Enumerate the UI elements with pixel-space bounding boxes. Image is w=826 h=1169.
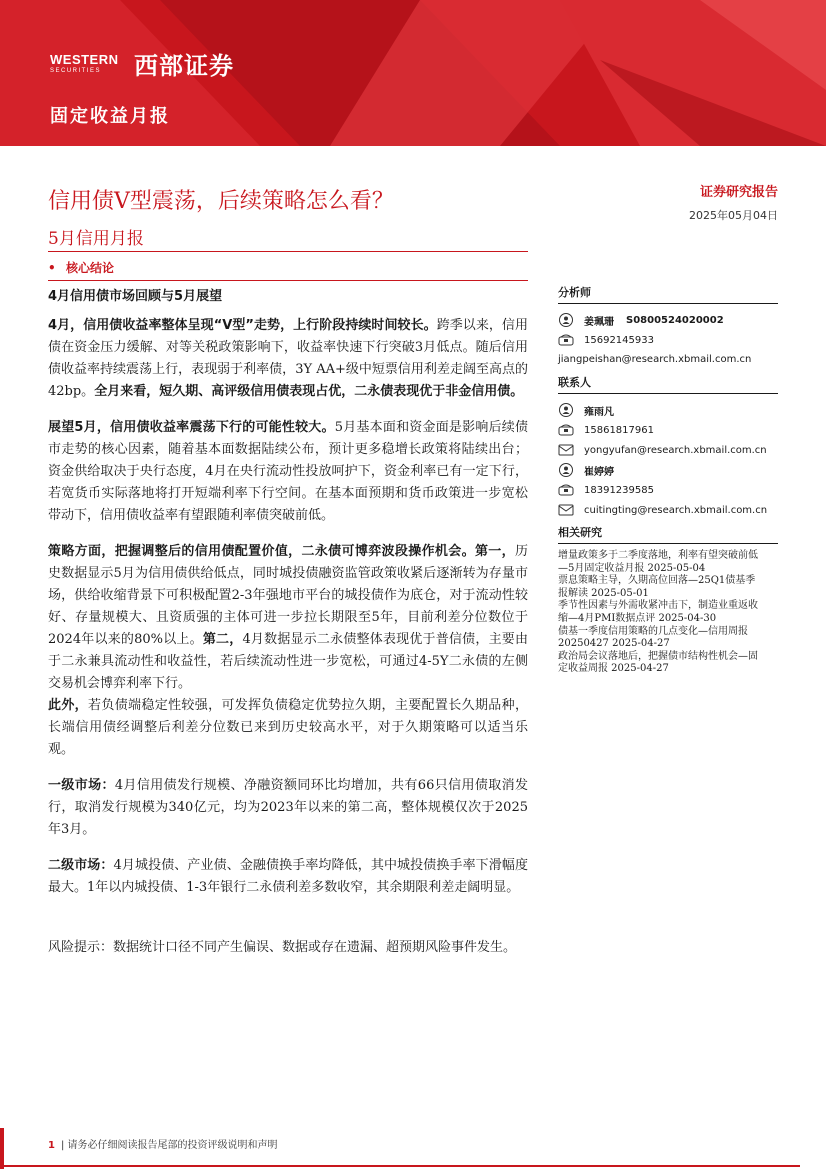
p6-text: 4月城投债、产业债、金融债换手率均降低，其中城投债换手率下滑幅度最大。1年以内城投债、1-3年银行二永债利差多数收窄，其余期限利差走阔明显。 xyxy=(48,858,528,895)
sidebar xyxy=(558,280,778,676)
logo-en-line1: WESTERN xyxy=(50,51,119,67)
analyst-phone: 15692145933 xyxy=(584,334,654,346)
paragraph-outlook xyxy=(48,417,528,527)
page-footer xyxy=(48,1136,278,1151)
contact-2-name-row xyxy=(558,460,778,480)
report-date: 2025年05月04日 xyxy=(689,209,778,222)
related-item[interactable]: —5月固定收益月报 2025-05-04 xyxy=(558,562,706,574)
related-item[interactable]: 季节性因素与外需收紧冲击下，制造业重返收 xyxy=(558,600,758,612)
main-body xyxy=(48,286,528,973)
phone-icon xyxy=(558,423,574,437)
contact-2-phone-row xyxy=(558,480,778,500)
contact-1-email-row xyxy=(558,440,778,460)
report-category: 固定收益月报 xyxy=(50,106,170,127)
risk-warning: 风险提示：数据统计口径不同产生偏误、数据或存在遗漏、超预期风险事件发生。 xyxy=(48,940,517,955)
logo-chinese: 西部证券 xyxy=(134,52,234,80)
p3-text: 历史数据显示5月为信用债供给低点，同时城投债融资监管政策收紧后逐渐转为存量市场，供给收缩背景下可积极配置2-3年强地市平台的城投债作为底仓，对于流动性较好、存量规模大、且资质强的主体可进一步拉长期限至5年，目前利差分位数位于2024年以来的80%以上。 xyxy=(48,544,528,647)
p4-text: 若负债端稳定性较强，可发挥负债稳定优势拉久期，主要配置长久期品种，长端信用债经调整后利差分位数已来到历史较高水平，对于久期策略可以适当乐观。 xyxy=(48,698,528,757)
contact-2-email[interactable]: cuitingting@research.xbmail.com.cn xyxy=(584,504,768,516)
core-heading xyxy=(48,259,114,276)
contact-2-phone: 18391239585 xyxy=(584,484,654,496)
related-item[interactable]: 报解读 2025-05-01 xyxy=(558,587,649,599)
footer-bottom-line xyxy=(0,1165,800,1167)
contact-2-name: 崔婷婷 xyxy=(584,466,614,478)
p3-text2: 4月数据显示二永债整体表现优于普信债，主要由于二永兼具流动性和收益性，若后续流动性进一步宽松，可通过4-5Y二永债的左侧交易机会博弈利率下行。 xyxy=(48,632,528,691)
contact-1-email[interactable]: yongyufan@research.xbmail.com.cn xyxy=(584,444,767,456)
contact-heading: 联系人 xyxy=(558,370,778,394)
related-item[interactable]: 缩—4月PMI数据点评 2025-04-30 xyxy=(558,612,717,624)
header-banner xyxy=(0,0,826,146)
phone-icon xyxy=(558,333,574,347)
analyst-email[interactable]: jiangpeishan@research.xbmail.com.cn xyxy=(558,354,752,365)
paragraph-strategy xyxy=(48,541,528,695)
title-divider xyxy=(48,251,528,252)
logo-english xyxy=(50,53,130,75)
disclaimer-note: | 请务必仔细阅读报告尾部的投资评级说明和声明 xyxy=(60,1140,278,1151)
person-icon xyxy=(558,463,574,477)
contact-1-phone-row xyxy=(558,420,778,440)
analyst-cert: S0800524020002 xyxy=(626,314,724,326)
p1-bold: 4月，信用债收益率整体呈现“V型”走势，上行阶段持续时间较长。 xyxy=(48,318,437,333)
p2-bold: 展望5月，信用债收益率震荡下行的可能性较大。 xyxy=(48,420,335,435)
contact-2-email-row xyxy=(558,500,778,520)
p5-bold: 一级市场： xyxy=(48,778,115,793)
logo-en-line2: SECURITIES xyxy=(50,67,102,74)
p3-bold: 策略方面，把握调整后的信用债配置价值，二永债可博弈波段操作机会。第一， xyxy=(48,544,515,559)
person-icon xyxy=(558,403,574,417)
paragraph-primary-market xyxy=(48,775,528,841)
footer-corner-line xyxy=(0,1128,4,1169)
analyst-phone-row xyxy=(558,330,778,350)
paragraph-additional xyxy=(48,695,528,761)
report-subtitle: 5月信用月报 xyxy=(48,229,144,249)
related-item[interactable]: 定收益周报 2025-04-27 xyxy=(558,663,669,675)
analyst-name: 姜珮珊 xyxy=(584,316,614,328)
contact-1-phone: 15861817961 xyxy=(584,424,654,436)
p6-bold: 二级市场： xyxy=(48,858,114,873)
email-icon xyxy=(558,503,574,517)
related-heading: 相关研究 xyxy=(558,520,778,544)
related-item[interactable]: 增量政策多于二季度落地，利率有望突破前低 xyxy=(558,550,758,561)
email-icon xyxy=(558,443,574,457)
contact-1-name: 雍雨凡 xyxy=(584,406,614,418)
related-list xyxy=(558,550,778,676)
page-number: 1 xyxy=(48,1140,55,1151)
person-icon xyxy=(558,313,574,327)
related-item[interactable]: 政治局会议落地后，把握债市结构性机会—固 xyxy=(558,650,758,662)
paragraph-secondary-market xyxy=(48,855,528,899)
report-type: 证券研究报告 xyxy=(699,185,778,200)
section-title: 4月信用债市场回顾与5月展望 xyxy=(48,289,223,304)
contact-1-name-row xyxy=(558,400,778,420)
related-item[interactable]: 票息策略主导，久期高位回落—25Q1债基季 xyxy=(558,575,756,587)
p4-bold: 此外， xyxy=(48,698,89,713)
p5-text: 4月信用债发行规模、净融资额同环比均增加，共有66只信用债取消发行，取消发行规模为340亿元，均为2023年以来的第二高，整体规模仅次于2025年3月。 xyxy=(48,778,528,837)
company-logo xyxy=(50,46,234,81)
analyst-heading: 分析师 xyxy=(558,280,778,304)
p3-bold2: 第二， xyxy=(202,632,243,647)
p2-text: 5月基本面和资金面是影响后续债市走势的核心因素，随着基本面数据陆续公布，预计更多稳增长政策将陆续出台；资金供给取决于央行态度，4月在央行流动性投放呵护下，资金利率已有一定下行，若宽货币实际落地将打开短端利率下行空间。在基本面预期和货币政策进一步宽松带动下，信用债收益率有望跟随利率债突破前低。 xyxy=(48,420,528,523)
related-item[interactable]: 20250427 2025-04-27 xyxy=(558,638,670,650)
report-title: 信用债V型震荡，后续策略怎么看？ xyxy=(48,189,394,214)
bullet-icon: • xyxy=(48,261,56,275)
related-item[interactable]: 债基一季度信用策略的几点变化—信用周报 xyxy=(558,625,748,637)
analyst-name-row xyxy=(558,310,778,330)
paragraph-review xyxy=(48,315,528,403)
p1-bold2: 全月来看，短久期、高评级信用债表现占优，二永债表现优于非金信用债。 xyxy=(94,384,524,399)
core-divider xyxy=(48,280,528,281)
core-label: 核心结论 xyxy=(66,261,115,275)
p1-text: 跨季以来，信用债在资金压力缓解、对等关税政策影响下，收益率快速下行突破3月低点。随后信用债收益率持续震荡上行，表现弱于利率债，3Y AA+级中短票信用利差走阔至高点的42bp。 xyxy=(48,318,528,399)
phone-icon xyxy=(558,483,574,497)
